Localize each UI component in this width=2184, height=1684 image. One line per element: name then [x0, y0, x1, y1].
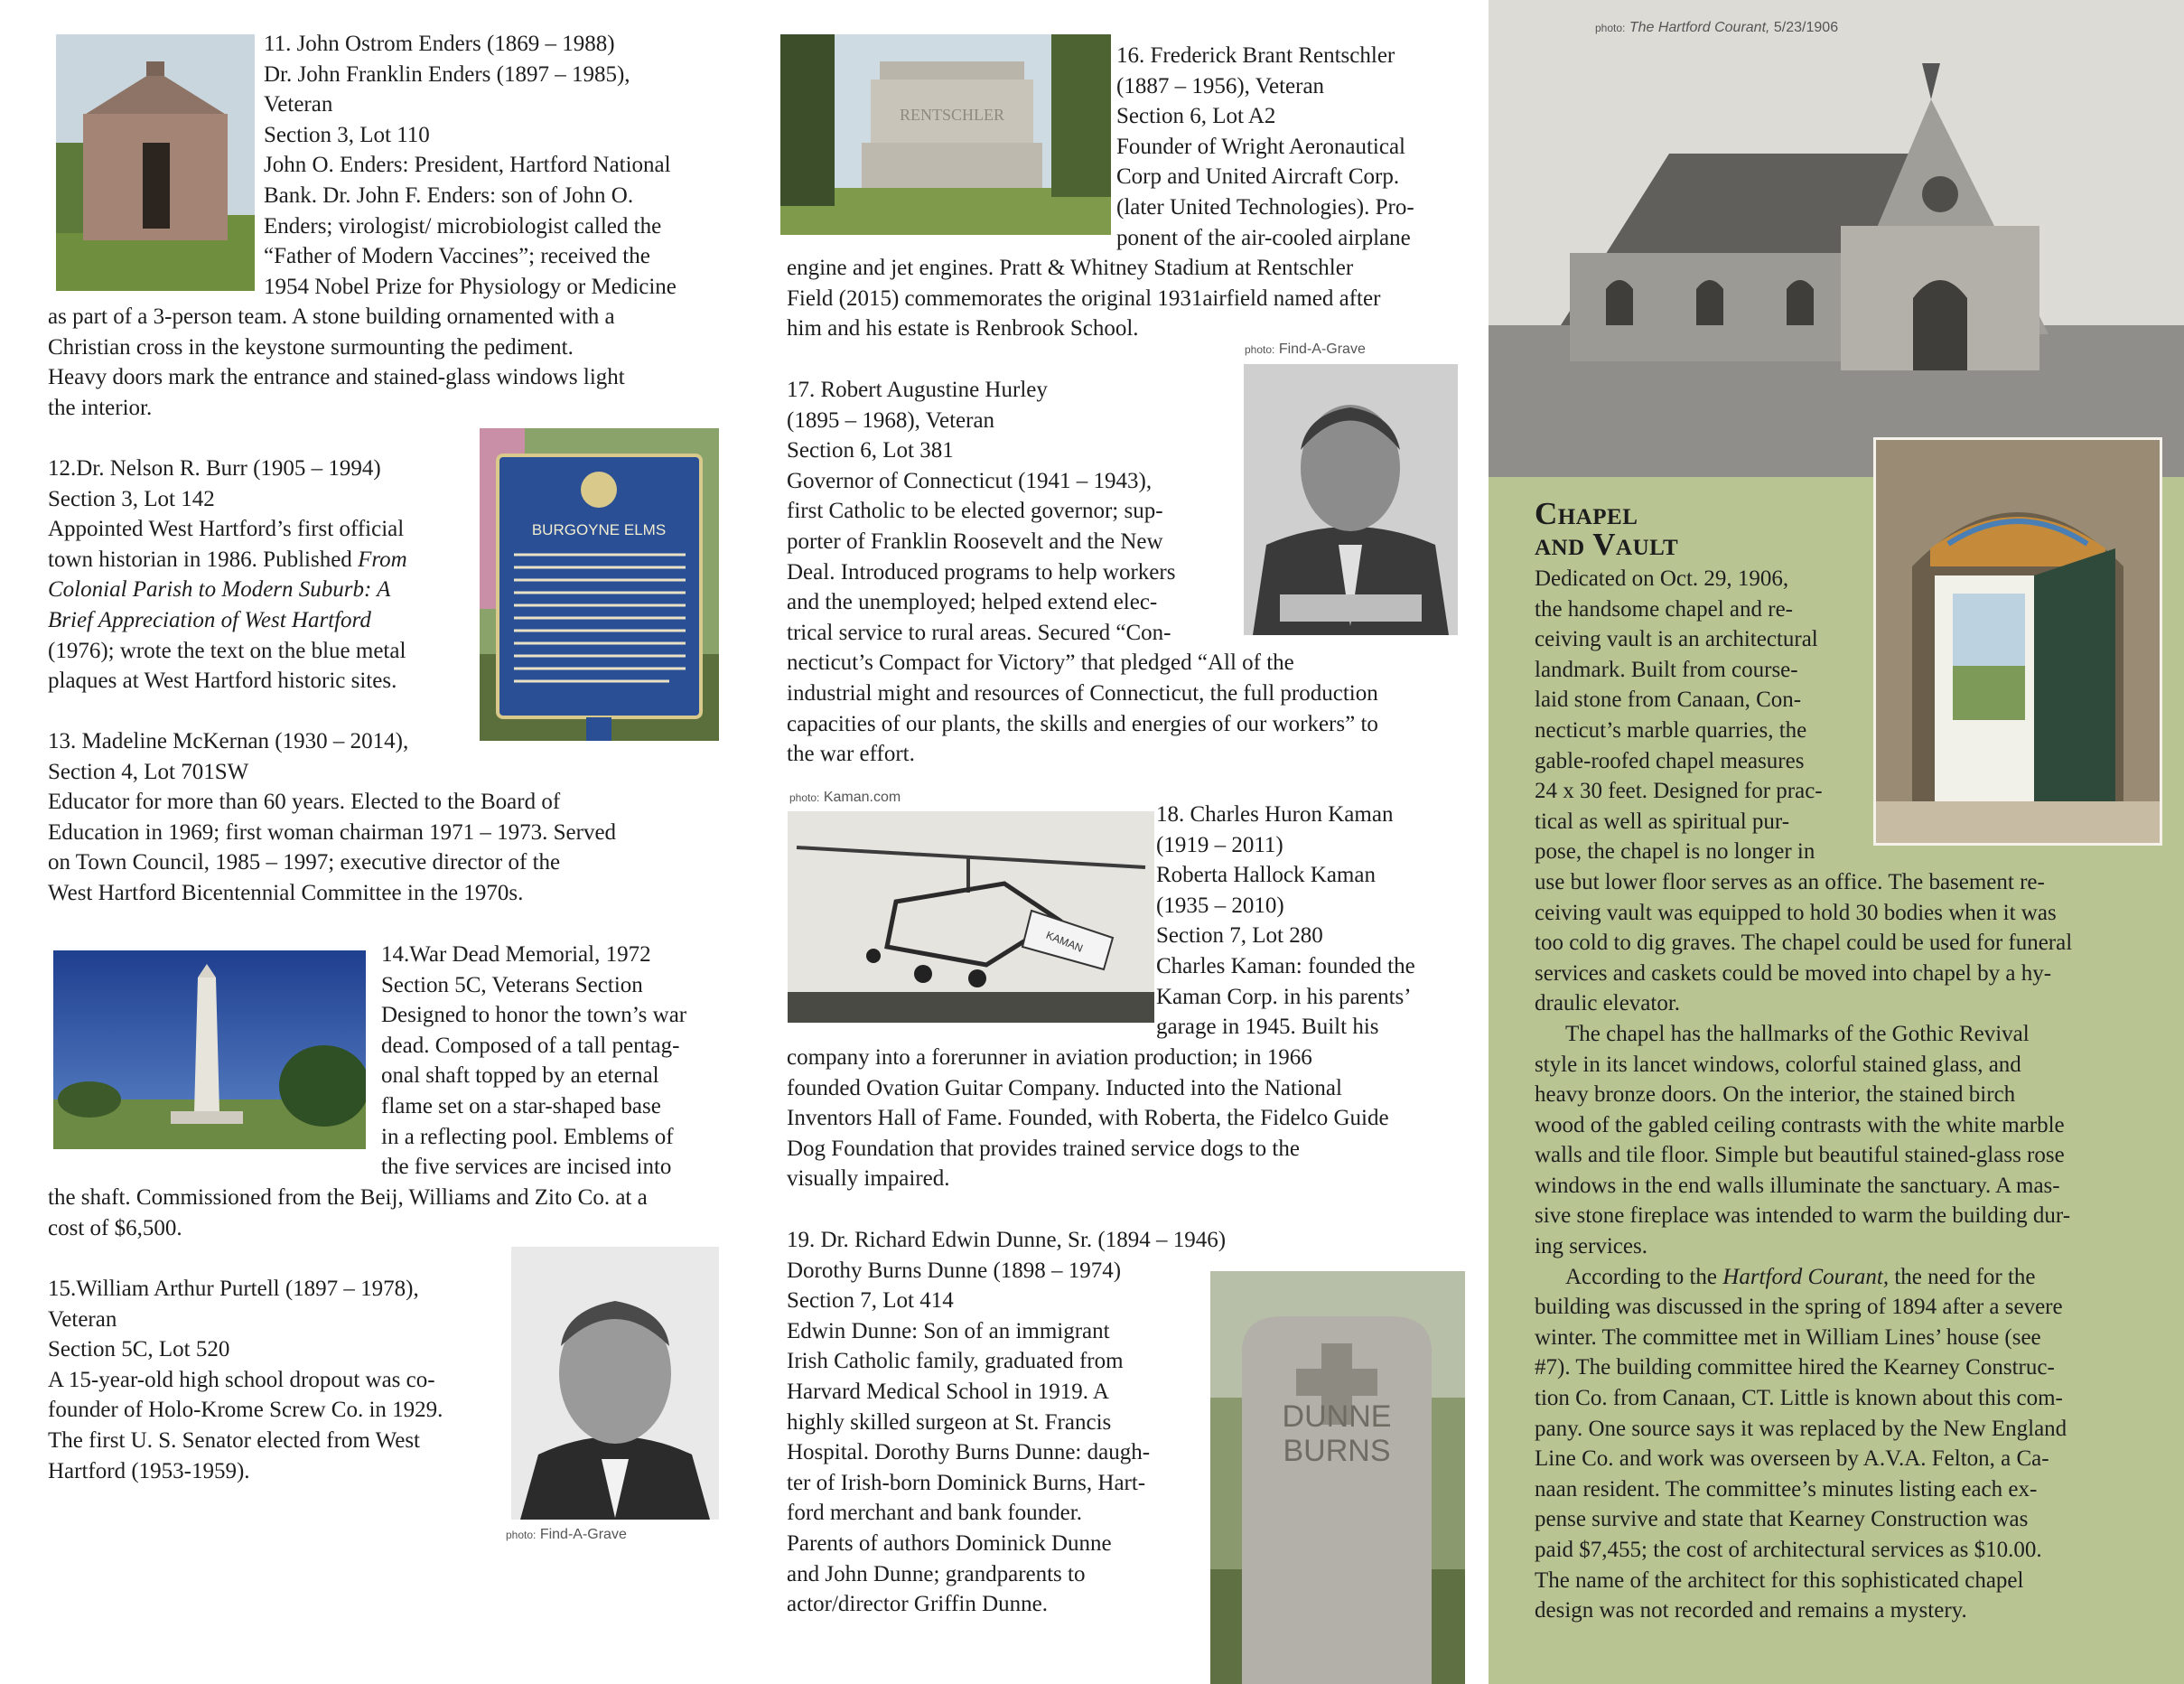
entry-12-line: plaques at West Hartford historic sites. — [48, 669, 397, 694]
entry-15 — [48, 1274, 443, 1486]
entry-13-line: Section 4, Lot 701SW — [48, 759, 249, 784]
entry-12-text: town historian in 1986. Published — [48, 547, 352, 572]
entry-17-line: first Catholic to be elected governor; sup- — [787, 499, 1163, 524]
chapel-line: Dedicated on Oct. 29, 1906, — [1535, 566, 1789, 591]
chapel-line: winter. The committee met in William Lines’ house (see — [1535, 1324, 2041, 1350]
entry-19-line: and John Dunne; grandparents to — [787, 1561, 1086, 1586]
monument-inscription: RENTSCHLER — [899, 106, 1005, 124]
entry-19-line: Irish Catholic family, graduated from — [787, 1349, 1124, 1374]
entry-12-line: (1976); wrote the text on the blue metal — [48, 638, 406, 663]
entry-14-line: cost of $6,500. — [48, 1215, 182, 1240]
entry-11-line: Christian cross in the keystone surmounting the pediment. — [48, 334, 574, 360]
chapel-line: sive stone fireplace was intended to warm the building dur- — [1535, 1203, 2071, 1229]
kaman-helicopter-photo — [788, 811, 1154, 1023]
entry-15-line: founder of Holo-Krome Screw Co. in 1929. — [48, 1398, 443, 1423]
entry-11-line: “Father of Modern Vaccines”; received the — [264, 244, 650, 269]
chapel-line: The chapel has the hallmarks of the Gothic Revival — [1565, 1021, 2030, 1046]
entry-19-line: Dorothy Burns Dunne (1898 – 1974) — [787, 1258, 1122, 1283]
entry-16-line: 16. Frederick Brant Rentschler — [1116, 43, 1395, 68]
entry-17-line: 17. Robert Augustine Hurley — [787, 378, 1048, 402]
photo-credit — [506, 1527, 627, 1543]
photo-credit-source: Find-A-Grave — [1278, 341, 1366, 357]
entry-15-line: The first U. S. Senator elected from West — [48, 1427, 420, 1453]
entry-18-line: founded Ovation Guitar Company. Inducted into the National — [787, 1075, 1342, 1100]
chapel-line: The name of the architect for this sophisticated chapel — [1535, 1567, 2024, 1593]
entry-11-line: Heavy doors mark the entrance and stained-glass windows light — [48, 365, 625, 390]
entry-11-line: Section 3, Lot 110 — [264, 122, 430, 147]
chapel-title-line2: and Vault — [1535, 527, 1679, 562]
entry-16-head — [1116, 41, 1414, 253]
entry-17-line: Governor of Connecticut (1941 – 1943), — [787, 468, 1153, 493]
chapel-line: the handsome chapel and re- — [1535, 596, 1793, 622]
chapel-line: too cold to dig graves. The chapel could be used for funeral — [1535, 931, 2073, 956]
entry-19-line: Harvard Medical School in 1919. A — [787, 1379, 1109, 1404]
book-title: From — [358, 547, 407, 572]
chapel-line: wood of the gabled ceiling contrasts with the white marble — [1535, 1112, 2065, 1137]
chapel-line — [1535, 1262, 2167, 1293]
chapel-body — [1535, 564, 2167, 1626]
entry-11-body — [48, 302, 625, 423]
entry-15-line: Hartford (1953-1959). — [48, 1458, 250, 1483]
entry-18-line: Charles Kaman: founded the — [1156, 953, 1415, 978]
burgoyne-elms-plaque-photo — [480, 428, 719, 741]
entry-14-line: Designed to honor the town’s war — [381, 1003, 687, 1028]
chapel-line: design was not recorded and remains a mystery. — [1535, 1598, 1967, 1623]
entry-19-line: actor/director Griffin Dunne. — [787, 1592, 1049, 1617]
entry-16-line: engine and jet engines. Pratt & Whitney Stadium at Rentschler — [787, 256, 1354, 280]
entry-14-head — [381, 940, 686, 1183]
entry-14-line: Section 5C, Veterans Section — [381, 972, 643, 997]
entry-19-line: Edwin Dunne: Son of an immigrant — [787, 1318, 1110, 1343]
photo-credit-label: photo: — [1595, 22, 1626, 34]
entry-19-line: 19. Dr. Richard Edwin Dunne, Sr. (1894 – 1946) — [787, 1228, 1227, 1252]
chapel-line: services and caskets could be moved into chapel by a hy- — [1535, 960, 2052, 986]
chapel-title — [1535, 496, 1679, 562]
chapel-paragraph-3 — [1535, 1262, 2167, 1626]
entry-17-line: porter of Franklin Roosevelt and the New — [787, 529, 1163, 554]
chapel-line: pany. One source says it was replaced by the New England — [1535, 1416, 2067, 1441]
entry-17-line: and the unemployed; helped extend elec- — [787, 590, 1158, 615]
war-memorial-photo — [53, 950, 366, 1149]
chapel-paragraph-2 — [1535, 1019, 2167, 1262]
entry-13-line: Education in 1969; first woman chairman 1971 – 1973. Served — [48, 819, 617, 845]
chapel-line: heavy bronze doors. On the interior, the stained birch — [1535, 1082, 2016, 1108]
entry-18-line: (1919 – 2011) — [1156, 832, 1283, 857]
chapel-line: laid stone from Canaan, Con- — [1535, 688, 1802, 713]
chapel-line: walls and tile floor. Simple but beautiful stained-glass rose — [1535, 1143, 2065, 1168]
chapel-line: #7). The building committee hired the Kearney Construc- — [1535, 1355, 2055, 1380]
entry-16-line: ponent of the air-cooled airplane — [1116, 225, 1411, 250]
chapel-line: necticut’s marble quarries, the — [1535, 717, 1807, 743]
entry-12 — [48, 454, 407, 697]
entry-11-line: Bank. Dr. John F. Enders: son of John O. — [264, 182, 634, 208]
entry-19 — [787, 1225, 1226, 1620]
chapel-line: pense survive and state that Kearney Construction was — [1535, 1507, 2029, 1532]
chapel-line: gable-roofed chapel measures — [1535, 748, 1805, 773]
entry-14-line: 14.War Dead Memorial, 1972 — [381, 942, 651, 967]
entry-16-line: Section 6, Lot A2 — [1116, 104, 1276, 129]
chapel-line: naan resident. The committee’s minutes listing each ex- — [1535, 1476, 2038, 1502]
entry-11-line: the interior. — [48, 395, 153, 420]
entry-12-line — [48, 605, 407, 636]
entry-18-line: 18. Charles Huron Kaman — [1156, 802, 1394, 827]
entry-12-line: Section 3, Lot 142 — [48, 486, 215, 511]
chapel-text: According to the — [1565, 1264, 1718, 1289]
entry-18-line: Dog Foundation that provides trained service dogs to the — [787, 1136, 1300, 1161]
entry-11-line: John O. Enders: President, Hartford National — [264, 153, 671, 178]
entry-18-line: (1935 – 2010) — [1156, 893, 1284, 918]
gravestone-line2: BURNS — [1283, 1434, 1391, 1468]
entry-17 — [787, 375, 1378, 770]
entry-17-line: the war effort. — [787, 742, 915, 767]
enders-mausoleum-photo — [56, 34, 255, 291]
entry-18-line: visually impaired. — [787, 1166, 950, 1192]
entry-17-line: necticut’s Compact for Victory” that pledged “All of the — [787, 650, 1294, 676]
entry-12-line — [48, 575, 407, 605]
entry-19-line: Hospital. Dorothy Burns Dunne: daugh- — [787, 1440, 1151, 1465]
entry-18-head — [1156, 800, 1415, 1043]
photo-credit — [789, 790, 901, 806]
chapel-line: tion Co. from Canaan, CT. Little is known about this com- — [1535, 1386, 2063, 1411]
chapel-line: ceiving vault was equipped to hold 30 bodies when it was — [1535, 900, 2057, 925]
entry-15-line: Section 5C, Lot 520 — [48, 1337, 230, 1362]
chapel-line: tical as well as spiritual pur- — [1535, 809, 1790, 834]
entry-14-body — [48, 1183, 648, 1243]
entry-14-line: flame set on a star-shaped base — [381, 1093, 661, 1118]
entry-15-line: A 15-year-old high school dropout was co- — [48, 1367, 435, 1392]
photo-credit-label: photo: — [1245, 343, 1275, 356]
entry-18-line: Kaman Corp. in his parents’ — [1156, 984, 1412, 1009]
entry-16-line: (1887 – 1956), Veteran — [1116, 73, 1325, 98]
entry-19-line: ter of Irish-born Dominick Burns, Hart- — [787, 1470, 1146, 1495]
entry-16-line: Founder of Wright Aeronautical — [1116, 134, 1405, 159]
entry-13 — [48, 726, 616, 909]
chapel-paragraph-1 — [1535, 564, 2167, 1019]
entry-19-line: ford merchant and bank founder. — [787, 1501, 1082, 1526]
entry-12-line: 12.Dr. Nelson R. Burr (1905 – 1994) — [48, 456, 381, 481]
entry-19-line: Parents of authors Dominick Dunne — [787, 1530, 1112, 1556]
plaque-title-text: BURGOYNE ELMS — [531, 521, 667, 538]
chapel-line: Line Co. and work was overseen by A.V.A. Felton, a Ca- — [1535, 1446, 2049, 1472]
entry-16-body — [787, 253, 1380, 344]
entry-18-line: Roberta Hallock Kaman — [1156, 863, 1376, 888]
entry-13-line: West Hartford Bicentennial Committee in the 1970s. — [48, 880, 524, 905]
entry-17-line: Deal. Introduced programs to help workers — [787, 559, 1176, 585]
entry-16-line: (later United Technologies). Pro- — [1116, 194, 1414, 220]
chapel-line: building was discussed in the spring of 1894 after a severe — [1535, 1295, 2063, 1320]
entry-11-head — [264, 29, 677, 302]
entry-17-line: capacities of our plants, the skills and energies of our workers” to — [787, 711, 1378, 736]
chapel-line: draulic elevator. — [1535, 991, 1681, 1016]
entry-11-line: 11. John Ostrom Enders (1869 – 1988) — [264, 32, 615, 56]
chapel-line: landmark. Built from course- — [1535, 657, 1798, 682]
photo-credit-source: Find-A-Grave — [539, 1527, 627, 1542]
entry-19-line: Section 7, Lot 414 — [787, 1288, 954, 1314]
gravestone-line1: DUNNE — [1282, 1399, 1392, 1434]
entry-18-line: Inventors Hall of Fame. Founded, with Roberta, the Fidelco Guide — [787, 1106, 1389, 1131]
entry-11-line: Dr. John Franklin Enders (1897 – 1985), — [264, 61, 630, 87]
chapel-line: ceiving vault is an architectural — [1535, 627, 1818, 652]
chapel-line: ing services. — [1535, 1234, 1647, 1259]
photo-credit — [1245, 341, 1366, 358]
entry-17-line: industrial might and resources of Connecticut, the full production — [787, 680, 1378, 706]
chapel-text: the need for the — [1894, 1264, 2036, 1289]
entry-15-line: Veteran — [48, 1306, 117, 1332]
photo-credit-label: photo: — [506, 1529, 537, 1541]
newspaper-title: Hartford Courant, — [1722, 1264, 1890, 1289]
entry-11-line: 1954 Nobel Prize for Physiology or Medicine — [264, 274, 677, 299]
entry-15-line: 15.William Arthur Purtell (1897 – 1978), — [48, 1277, 419, 1301]
entry-16-line: him and his estate is Renbrook School. — [787, 316, 1139, 341]
entry-14-line: in a reflecting pool. Emblems of — [381, 1124, 674, 1149]
chapel-line: 24 x 30 feet. Designed for prac- — [1535, 779, 1823, 804]
entry-11-line: as part of a 3-person team. A stone building ornamented with a — [48, 304, 615, 329]
entry-13-line: Educator for more than 60 years. Elected to the Board of — [48, 790, 561, 815]
book-title: Colonial Parish to Modern Suburb: A — [48, 577, 391, 603]
rentschler-monument-photo — [780, 34, 1111, 235]
photo-credit-source: Kaman.com — [823, 790, 901, 805]
entry-14-line: dead. Composed of a tall pentag- — [381, 1033, 680, 1058]
entry-12-line: Appointed West Hartford’s first official — [48, 517, 405, 542]
entry-11-line: Veteran — [264, 92, 333, 117]
chapel-line: windows in the end walls illuminate the sanctuary. A mas- — [1535, 1173, 2060, 1198]
entry-12-line — [48, 545, 407, 575]
photo-credit-source: The Hartford Courant, — [1629, 20, 1770, 35]
photo-credit — [1595, 20, 1838, 36]
entry-13-line: 13. Madeline McKernan (1930 – 2014), — [48, 729, 409, 753]
entry-14-line: the five services are incised into — [381, 1155, 672, 1180]
entry-11-line: Enders; virologist/ microbiologist called the — [264, 213, 662, 239]
entry-18-line: garage in 1945. Built his — [1156, 1015, 1379, 1040]
entry-14-line: the shaft. Commissioned from the Beij, Williams and Zito Co. at a — [48, 1185, 648, 1210]
photo-credit-label: photo: — [789, 791, 820, 804]
entry-18-line: company into a forerunner in aviation production; in 1966 — [787, 1045, 1312, 1070]
entry-13-line: on Town Council, 1985 – 1997; executive director of the — [48, 850, 561, 875]
chapel-line: paid $7,455; the cost of architectural services as $10.00. — [1535, 1538, 2042, 1562]
purtell-portrait-photo — [511, 1247, 719, 1520]
chapel-line: use but lower floor serves as an office. The basement re- — [1535, 869, 2045, 894]
entry-17-line: trical service to rural areas. Secured “Con- — [787, 620, 1171, 645]
book-title: Brief Appreciation of West Hartford — [48, 607, 371, 632]
entry-18-body — [787, 1043, 1389, 1194]
dunne-gravestone-photo — [1210, 1271, 1465, 1684]
chapel-line: pose, the chapel is no longer in — [1535, 839, 1815, 865]
photo-credit-date: 5/23/1906 — [1773, 20, 1839, 35]
chapel-title-line1: Chapel — [1535, 496, 1638, 531]
entry-14-line: onal shaft topped by an eternal — [381, 1063, 659, 1089]
chapel-drawing-1906 — [1489, 0, 2184, 477]
entry-19-line: highly skilled surgeon at St. Francis — [787, 1409, 1112, 1435]
entry-18-line: Section 7, Lot 280 — [1156, 923, 1323, 949]
entry-16-line: Corp and United Aircraft Corp. — [1116, 164, 1400, 190]
helicopter-label: KAMAN — [1044, 928, 1085, 955]
entry-17-line: Section 6, Lot 381 — [787, 438, 954, 463]
entry-17-line: (1895 – 1968), Veteran — [787, 407, 995, 433]
entry-16-line: Field (2015) commemorates the original 1931airfield named after — [787, 285, 1381, 311]
chapel-line: style in its lancet windows, colorful stained glass, and — [1535, 1052, 2021, 1077]
